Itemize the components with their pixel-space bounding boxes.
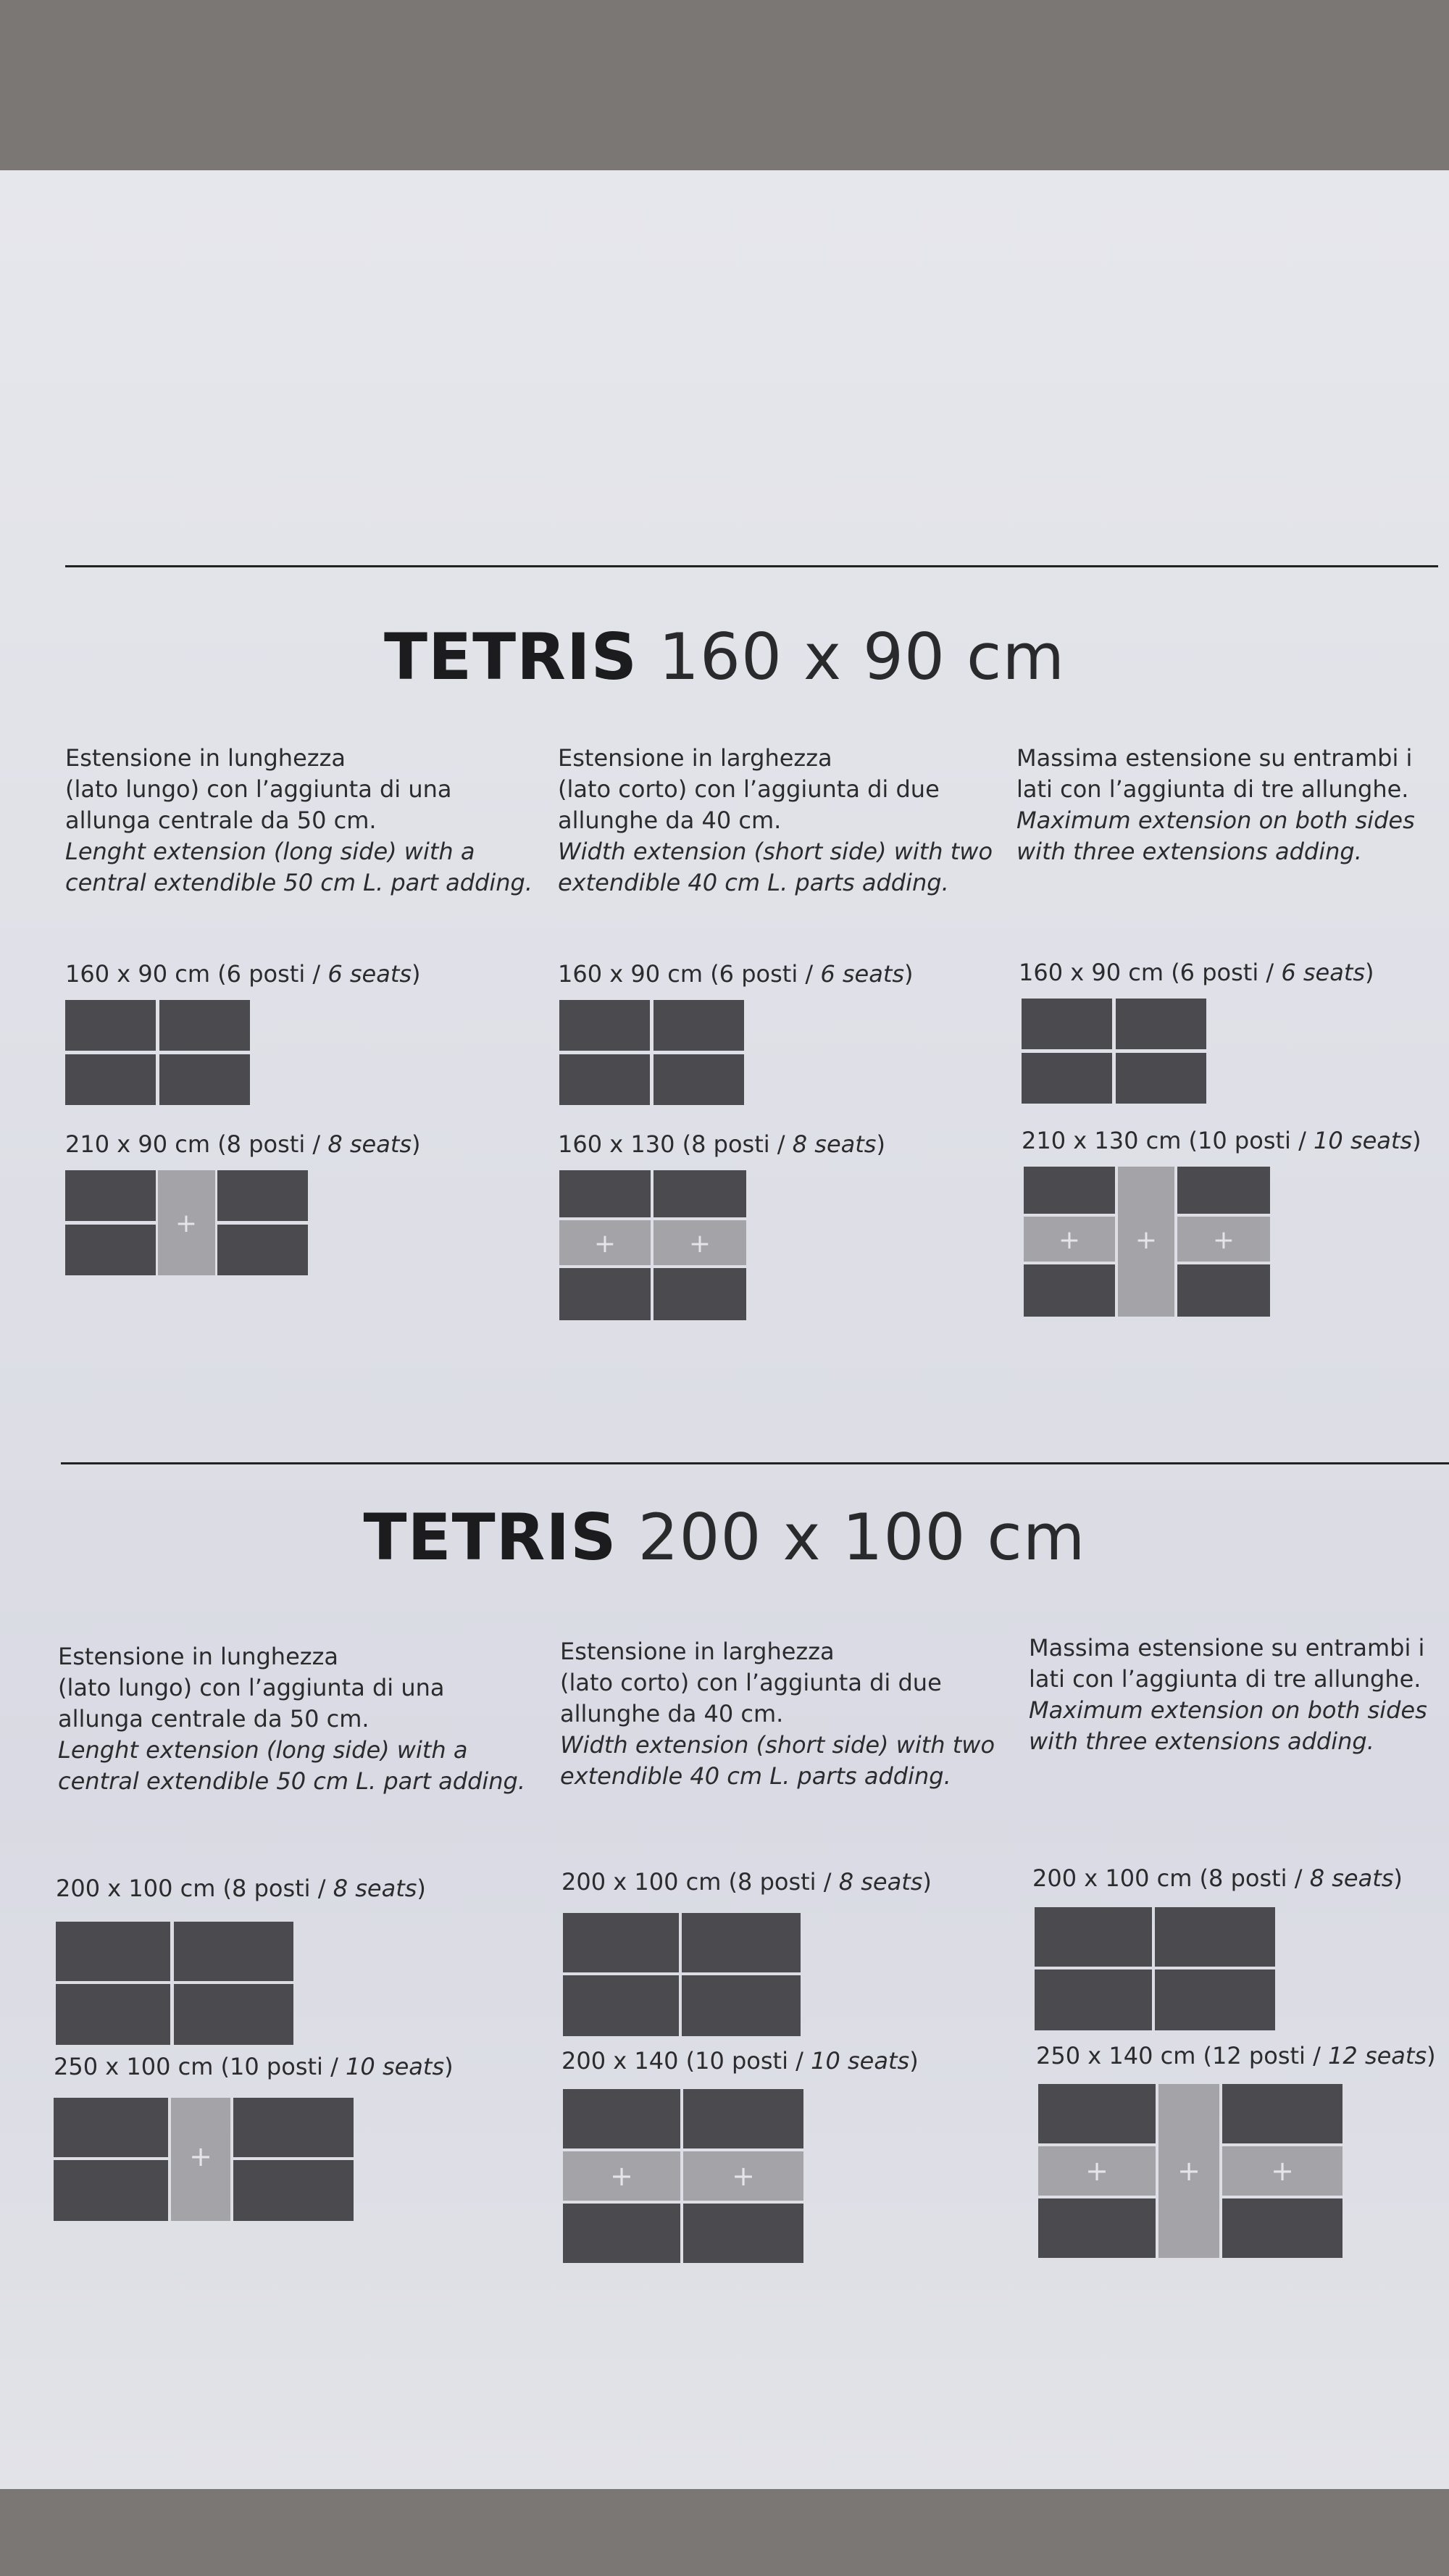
section-title <box>0 620 1449 694</box>
table-panel <box>653 1054 744 1105</box>
plus-icon: + <box>175 1209 198 1238</box>
table-panel <box>54 2160 168 2221</box>
table-panel <box>1155 1907 1275 1967</box>
config-label-extended <box>561 2047 919 2075</box>
table-panel <box>217 1170 308 1221</box>
desc-line: (lato corto) con l’aggiunta di due <box>558 775 940 803</box>
label-text-en: 10 seats <box>811 2047 910 2075</box>
desc-line-en: central extendible 50 cm L. part adding. <box>65 869 533 896</box>
table-diagram-base <box>65 1000 250 1105</box>
config-label-base <box>561 1868 932 1896</box>
label-text: 200 x 100 cm (8 posti / <box>56 1875 333 1902</box>
description <box>58 1641 536 1797</box>
label-text-en: 6 seats <box>820 960 905 988</box>
table-panel <box>159 1000 250 1051</box>
table-diagram-base <box>1022 999 1206 1104</box>
table-panel <box>1222 2198 1342 2258</box>
desc-line: (lato lungo) con l’aggiunta di una <box>65 775 452 803</box>
section-divider <box>61 1462 1449 1464</box>
table-panel <box>653 1170 746 1217</box>
table-panel <box>1177 1167 1270 1214</box>
label-text: ) <box>909 2047 919 2075</box>
plus-icon: + <box>688 1229 711 1259</box>
table-diagram-extended-short <box>563 2089 803 2263</box>
table-panel <box>1222 2084 1342 2143</box>
desc-line-en: Width extension (short side) with two <box>558 838 993 865</box>
table-panel <box>65 1225 156 1275</box>
table-panel <box>563 2204 680 2263</box>
config-label-extended <box>1022 1127 1421 1154</box>
table-panel <box>1035 1969 1152 2030</box>
table-panel <box>233 2098 354 2157</box>
label-text: ) <box>876 1130 885 1158</box>
label-text-en: 12 seats <box>1328 2042 1427 2069</box>
desc-line-en: central extendible 50 cm L. part adding. <box>58 1767 526 1795</box>
catalog-page <box>0 170 1449 2489</box>
table-panel <box>1022 999 1112 1049</box>
desc-line: lati con l’aggiunta di tre allunghe. <box>1029 1665 1421 1693</box>
table-panel <box>559 1000 650 1051</box>
config-label-extended <box>558 1130 885 1158</box>
table-diagram-extended-both <box>1038 2084 1342 2258</box>
table-panel <box>653 1000 744 1051</box>
label-text: ) <box>1427 2042 1436 2069</box>
table-diagram-base <box>56 1922 293 2045</box>
plus-icon: + <box>593 1229 617 1259</box>
desc-line: allunga centrale da 50 cm. <box>65 806 377 834</box>
desc-line: Estensione in lunghezza <box>58 1643 338 1670</box>
config-label-base <box>1032 1864 1403 1892</box>
table-panel <box>682 1975 801 2036</box>
desc-line: allunga centrale da 50 cm. <box>58 1705 369 1733</box>
table-panel <box>65 1054 156 1105</box>
label-text: 160 x 90 cm (6 posti / <box>558 960 821 988</box>
table-panel <box>1116 999 1206 1049</box>
label-text: ) <box>1365 959 1374 986</box>
table-panel <box>1024 1167 1115 1214</box>
label-text: ) <box>412 1130 421 1158</box>
table-diagram-extended-long <box>65 1170 308 1275</box>
table-panel <box>563 2089 680 2148</box>
label-text: 160 x 90 cm (6 posti / <box>65 960 328 988</box>
label-text: 160 x 130 (8 posti / <box>558 1130 793 1158</box>
table-panel <box>559 1170 651 1217</box>
label-text: ) <box>922 1868 932 1896</box>
table-diagram-base <box>563 1913 801 2036</box>
table-panel <box>682 1913 801 1972</box>
label-text: 160 x 90 cm (6 posti / <box>1019 959 1282 986</box>
section-divider <box>65 565 1438 567</box>
table-panel <box>1022 1053 1112 1104</box>
label-text: ) <box>444 2053 454 2080</box>
desc-line-en: Lenght extension (long side) with a <box>65 838 475 865</box>
description <box>560 1636 1038 1792</box>
section-title <box>0 1500 1449 1575</box>
desc-line-en: extendible 40 cm L. parts adding. <box>558 869 949 896</box>
plus-icon: + <box>1058 1225 1081 1255</box>
table-panel <box>563 1975 679 2036</box>
desc-line-en: extendible 40 cm L. parts adding. <box>560 1762 951 1790</box>
table-panel <box>559 1054 650 1105</box>
table-diagram-extended-long <box>54 2098 354 2221</box>
label-text-en: 8 seats <box>327 1130 412 1158</box>
table-panel <box>217 1225 308 1275</box>
desc-line-en: Lenght extension (long side) with a <box>58 1736 468 1764</box>
label-text-en: 10 seats <box>1314 1127 1413 1154</box>
table-panel <box>65 1000 156 1051</box>
config-label-base <box>65 960 421 988</box>
label-text: 200 x 100 cm (8 posti / <box>1032 1864 1310 1892</box>
config-label-base <box>56 1875 426 1902</box>
table-diagram-base <box>559 1000 744 1105</box>
table-panel <box>233 2160 354 2221</box>
plus-icon: + <box>189 2141 212 2172</box>
label-text-en: 8 seats <box>838 1868 923 1896</box>
table-panel <box>174 1984 293 2045</box>
desc-line: (lato corto) con l’aggiunta di due <box>560 1669 942 1696</box>
table-panel <box>56 1984 170 2045</box>
label-text: 210 x 90 cm (8 posti / <box>65 1130 328 1158</box>
table-panel <box>683 2089 803 2148</box>
label-text-en: 6 seats <box>1281 959 1366 986</box>
description <box>558 743 1036 899</box>
desc-line-en: with three extensions adding. <box>1029 1727 1374 1755</box>
label-text: 250 x 100 cm (10 posti / <box>54 2053 346 2080</box>
table-panel <box>1177 1264 1270 1317</box>
label-text: ) <box>1393 1864 1403 1892</box>
label-text-en: 10 seats <box>346 2053 445 2080</box>
desc-line: Estensione in lunghezza <box>65 744 346 772</box>
table-panel <box>1038 2084 1156 2143</box>
table-panel <box>653 1268 746 1320</box>
config-label-base <box>558 960 914 988</box>
table-diagram-base <box>1035 1907 1275 2030</box>
config-label-extended <box>1036 2042 1436 2069</box>
config-label-extended <box>54 2053 454 2080</box>
description <box>65 743 543 899</box>
desc-line: Estensione in larghezza <box>560 1638 835 1665</box>
desc-line: Massima estensione su entrambi i <box>1016 744 1413 772</box>
table-panel <box>563 1913 679 1972</box>
table-panel <box>54 2098 168 2157</box>
plus-icon: + <box>1177 2155 1200 2187</box>
table-panel <box>1038 2198 1156 2258</box>
table-panel <box>174 1922 293 1981</box>
section-title-brand: TETRIS <box>363 1500 617 1575</box>
description <box>1016 743 1437 867</box>
plus-icon: + <box>1271 2155 1294 2187</box>
desc-line: allunghe da 40 cm. <box>558 806 782 834</box>
label-text: 200 x 100 cm (8 posti / <box>561 1868 839 1896</box>
desc-line: (lato lungo) con l’aggiunta di una <box>58 1674 445 1701</box>
table-diagram-extended-short <box>559 1170 746 1320</box>
plus-icon: + <box>610 2160 633 2192</box>
table-panel <box>683 2204 803 2263</box>
label-text-en: 8 seats <box>1309 1864 1394 1892</box>
section-title-size: 160 x 90 cm <box>659 620 1066 694</box>
desc-line: Estensione in larghezza <box>558 744 832 772</box>
desc-line-en: Width extension (short side) with two <box>560 1731 995 1759</box>
label-text: 250 x 140 cm (12 posti / <box>1036 2042 1329 2069</box>
plus-icon: + <box>1085 2155 1108 2187</box>
label-text: ) <box>904 960 914 988</box>
section-title-size: 200 x 100 cm <box>638 1500 1086 1575</box>
label-text-en: 8 seats <box>792 1130 877 1158</box>
label-text: ) <box>412 960 421 988</box>
label-text: 200 x 140 (10 posti / <box>561 2047 811 2075</box>
plus-icon: + <box>1212 1225 1235 1255</box>
desc-line: lati con l’aggiunta di tre allunghe. <box>1016 775 1409 803</box>
plus-icon: + <box>732 2160 755 2192</box>
plus-icon: + <box>1135 1225 1158 1255</box>
label-text: ) <box>1412 1127 1421 1154</box>
desc-line-en: with three extensions adding. <box>1016 838 1362 865</box>
desc-line-en: Maximum extension on both sides <box>1029 1696 1427 1724</box>
config-label-extended <box>65 1130 421 1158</box>
table-panel <box>1155 1969 1275 2030</box>
label-text: ) <box>417 1875 426 1902</box>
config-label-base <box>1019 959 1374 986</box>
table-panel <box>159 1054 250 1105</box>
table-panel <box>56 1922 170 1981</box>
table-diagram-extended-both <box>1024 1167 1270 1317</box>
table-panel <box>1116 1053 1206 1104</box>
label-text-en: 8 seats <box>333 1875 417 1902</box>
desc-line: allunghe da 40 cm. <box>560 1700 784 1727</box>
label-text-en: 6 seats <box>327 960 412 988</box>
description <box>1029 1633 1445 1757</box>
desc-line-en: Maximum extension on both sides <box>1016 806 1415 834</box>
desc-line: Massima estensione su entrambi i <box>1029 1634 1425 1662</box>
section-title-brand: TETRIS <box>383 620 638 694</box>
table-panel <box>1035 1907 1152 1967</box>
table-panel <box>65 1170 156 1221</box>
table-panel <box>559 1268 651 1320</box>
label-text: 210 x 130 cm (10 posti / <box>1022 1127 1314 1154</box>
table-panel <box>1024 1264 1115 1317</box>
